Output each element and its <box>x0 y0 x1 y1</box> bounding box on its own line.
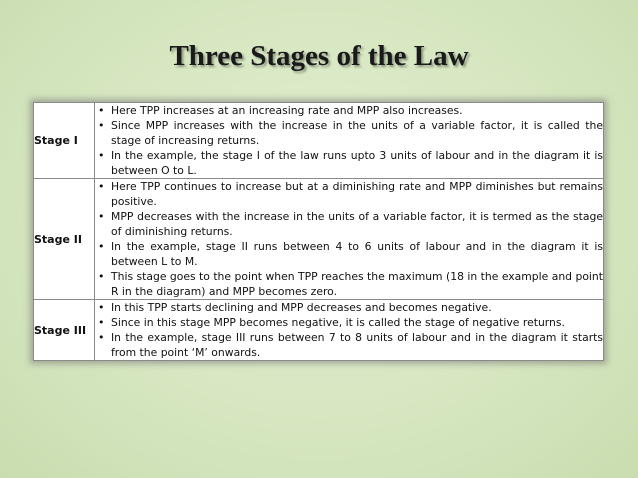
page-title: Three Stages of the Law <box>169 40 469 72</box>
point-text: Since MPP increases with the increase in the units of a variable factor, it is called the stage of increasing returns. <box>111 119 603 147</box>
list-item <box>95 315 603 330</box>
list-item <box>95 209 603 239</box>
point-text: MPP decreases with the increase in the units of a variable factor, it is termed as the stage of diminishing returns. <box>111 210 603 238</box>
stage-label: Stage I <box>34 103 95 179</box>
bullet-icon: • <box>98 301 105 314</box>
stage-points-cell <box>95 300 604 361</box>
table-row <box>34 300 604 361</box>
list-item <box>95 269 603 299</box>
bullet-icon: • <box>98 149 105 162</box>
table-row <box>34 103 604 179</box>
point-text: Since in this stage MPP becomes negative, it is called the stage of negative returns. <box>111 316 565 329</box>
list-item <box>95 179 603 209</box>
bullet-icon: • <box>98 210 105 223</box>
point-text: In the example, the stage I of the law runs upto 3 units of labour and in the diagram it is between O to L. <box>111 149 603 177</box>
bullet-icon: • <box>98 180 105 193</box>
stage-points-list <box>95 300 603 360</box>
point-text: Here TPP continues to increase but at a diminishing rate and MPP diminishes but remains positive. <box>111 180 603 208</box>
stage-points-cell <box>95 103 604 179</box>
bullet-icon: • <box>98 316 105 329</box>
point-text: Here TPP increases at an increasing rate and MPP also increases. <box>111 104 463 117</box>
list-item <box>95 330 603 360</box>
point-text: In the example, stage II runs between 4 to 6 units of labour and in the diagram it is between L to M. <box>111 240 603 268</box>
list-item <box>95 103 603 118</box>
table-row <box>34 179 604 300</box>
stages-table <box>33 102 604 361</box>
stage-label: Stage III <box>34 300 95 361</box>
bullet-icon: • <box>98 119 105 132</box>
list-item <box>95 148 603 178</box>
bullet-icon: • <box>98 331 105 344</box>
point-text: This stage goes to the point when TPP reaches the maximum (18 in the example and point R in the diagram) and MPP becomes zero. <box>111 270 604 298</box>
stage-points-list <box>95 179 603 299</box>
list-item <box>95 239 603 269</box>
list-item <box>95 118 603 148</box>
bullet-icon: • <box>98 270 105 283</box>
stage-points-cell <box>95 179 604 300</box>
point-text: In this TPP starts declining and MPP decreases and becomes negative. <box>111 301 492 314</box>
bullet-icon: • <box>98 104 105 117</box>
list-item <box>95 300 603 315</box>
bullet-icon: • <box>98 240 105 253</box>
stages-table-container <box>33 102 604 361</box>
stage-label: Stage II <box>34 179 95 300</box>
stage-points-list <box>95 103 603 178</box>
point-text: In the example, stage III runs between 7 to 8 units of labour and in the diagram it starts from the point ‘M’ onwards. <box>111 331 603 359</box>
